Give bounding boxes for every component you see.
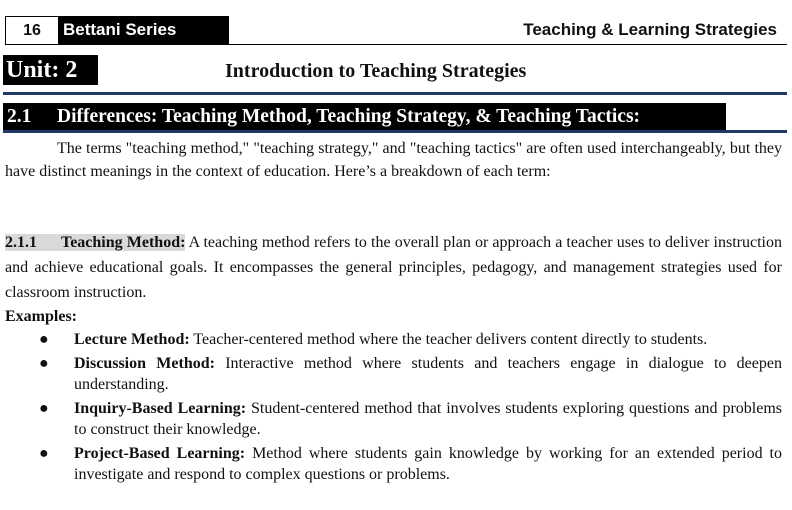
list-item xyxy=(0,398,782,440)
example-text: Interactive method where students and teachers engage in dialogue to deepen understanding. xyxy=(74,355,782,393)
running-title: Teaching & Learning Strategies xyxy=(523,20,777,39)
example-term: Inquiry-Based Learning: xyxy=(74,400,247,417)
subsection-paragraph xyxy=(5,230,782,305)
unit-label: Unit: 2 xyxy=(3,55,98,85)
unit-title: Introduction to Teaching Strategies xyxy=(225,60,527,82)
series-label: Bettani Series xyxy=(59,16,229,44)
subsection-number: 2.1.1 xyxy=(5,234,37,251)
example-term: Lecture Method: xyxy=(74,331,190,348)
bullet-icon: ● xyxy=(39,331,49,348)
example-term: Discussion Method: xyxy=(74,355,215,372)
bullet-icon: ● xyxy=(39,445,49,462)
page-number: 16 xyxy=(5,16,59,44)
section-rule xyxy=(3,130,787,133)
example-text: Method where students gain knowledge by working for an extended period to investigate and respond to complex questions or problems. xyxy=(74,445,782,483)
example-text: Teacher-centered method where the teacher delivers content directly to students. xyxy=(189,331,708,348)
list-item xyxy=(0,329,782,350)
section-title: Differences: Teaching Method, Teaching Strategy, & Teaching Tactics: xyxy=(57,106,641,127)
bullet-icon: ● xyxy=(39,400,49,417)
page-header xyxy=(5,16,787,45)
section-heading xyxy=(3,103,726,130)
subsection-text: A teaching method refers to the overall plan or approach a teacher uses to deliver instruction and achieve educational goals. It encompasses the general principles, pedagogy, and management strategies used for classroom instruction. xyxy=(5,234,782,301)
bullet-icon: ● xyxy=(39,355,49,372)
list-item xyxy=(0,353,782,395)
example-term: Project-Based Learning: xyxy=(74,445,246,462)
example-text: Student-centered method that involves students exploring questions and problems to construct their knowledge. xyxy=(74,400,783,438)
examples-label: Examples: xyxy=(5,308,77,325)
intro-paragraph: The terms "teaching method," "teaching strategy," and "teaching tactics" are often used interchangeably, but they have distinct meanings in the context of education. Here’s a breakdown of each term: xyxy=(5,140,782,180)
subsection-heading xyxy=(5,234,185,251)
section-number: 2.1 xyxy=(7,106,32,127)
unit-rule xyxy=(3,92,787,95)
subsection-title: Teaching Method: xyxy=(61,234,186,251)
list-item xyxy=(0,443,782,485)
examples-list xyxy=(0,329,782,488)
